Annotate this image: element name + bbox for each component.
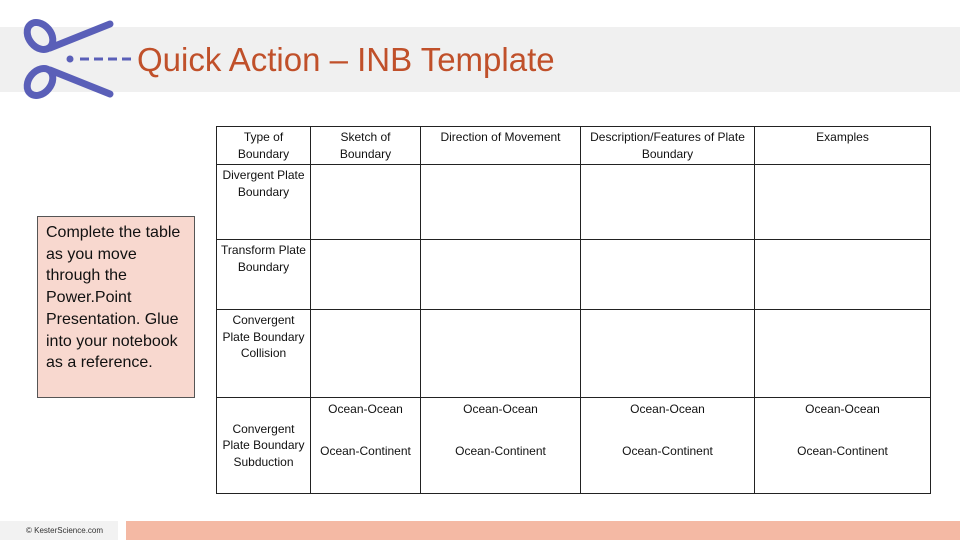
sub-label-ocean-ocean: Ocean-Ocean	[805, 402, 880, 416]
header-type: Type of Boundary	[217, 127, 311, 165]
row-type: Divergent Plate Boundary	[217, 165, 311, 240]
inb-table	[216, 126, 931, 494]
scissors-icon	[18, 14, 136, 104]
footer-bar	[126, 521, 960, 540]
table-cell[interactable]	[581, 398, 755, 494]
sub-label-ocean-continent: Ocean-Continent	[455, 444, 546, 458]
table-cell[interactable]	[755, 165, 931, 240]
page-title: Quick Action – INB Template	[137, 41, 555, 78]
table-cell[interactable]	[755, 398, 931, 494]
row-type: Convergent Plate Boundary Collision	[217, 310, 311, 398]
header-sketch: Sketch of Boundary	[311, 127, 421, 165]
instructions-box: Complete the table as you move through the Power.Point Presentation. Glue into your notebook as a reference.	[37, 216, 195, 398]
table-cell[interactable]	[311, 310, 421, 398]
table-row	[217, 240, 931, 310]
sub-label-ocean-ocean: Ocean-Ocean	[328, 402, 403, 416]
table-cell[interactable]	[421, 240, 581, 310]
footer-copyright: © KesterScience.com	[0, 521, 118, 540]
sub-label-ocean-ocean: Ocean-Ocean	[630, 402, 705, 416]
sub-label-ocean-continent: Ocean-Continent	[622, 444, 713, 458]
table-cell[interactable]	[421, 398, 581, 494]
header-description: Description/Features of Plate Boundary	[581, 127, 755, 165]
row-type: Transform Plate Boundary	[217, 240, 311, 310]
table-cell[interactable]	[581, 165, 755, 240]
table-cell[interactable]	[311, 165, 421, 240]
sub-label-ocean-continent: Ocean-Continent	[320, 444, 411, 458]
row-type: Convergent Plate Boundary Subduction	[217, 398, 311, 494]
table-header-row	[217, 127, 931, 165]
sub-label-ocean-continent: Ocean-Continent	[797, 444, 888, 458]
header-direction: Direction of Movement	[421, 127, 581, 165]
table-cell[interactable]	[421, 310, 581, 398]
sub-label-ocean-ocean: Ocean-Ocean	[463, 402, 538, 416]
table-cell[interactable]	[421, 165, 581, 240]
header-examples: Examples	[755, 127, 931, 165]
table-cell[interactable]	[581, 310, 755, 398]
table-cell[interactable]	[581, 240, 755, 310]
table-cell[interactable]	[755, 310, 931, 398]
table-row	[217, 398, 931, 494]
table-cell[interactable]	[311, 240, 421, 310]
table-row	[217, 165, 931, 240]
table-cell[interactable]	[311, 398, 421, 494]
table-row	[217, 310, 931, 398]
table-cell[interactable]	[755, 240, 931, 310]
